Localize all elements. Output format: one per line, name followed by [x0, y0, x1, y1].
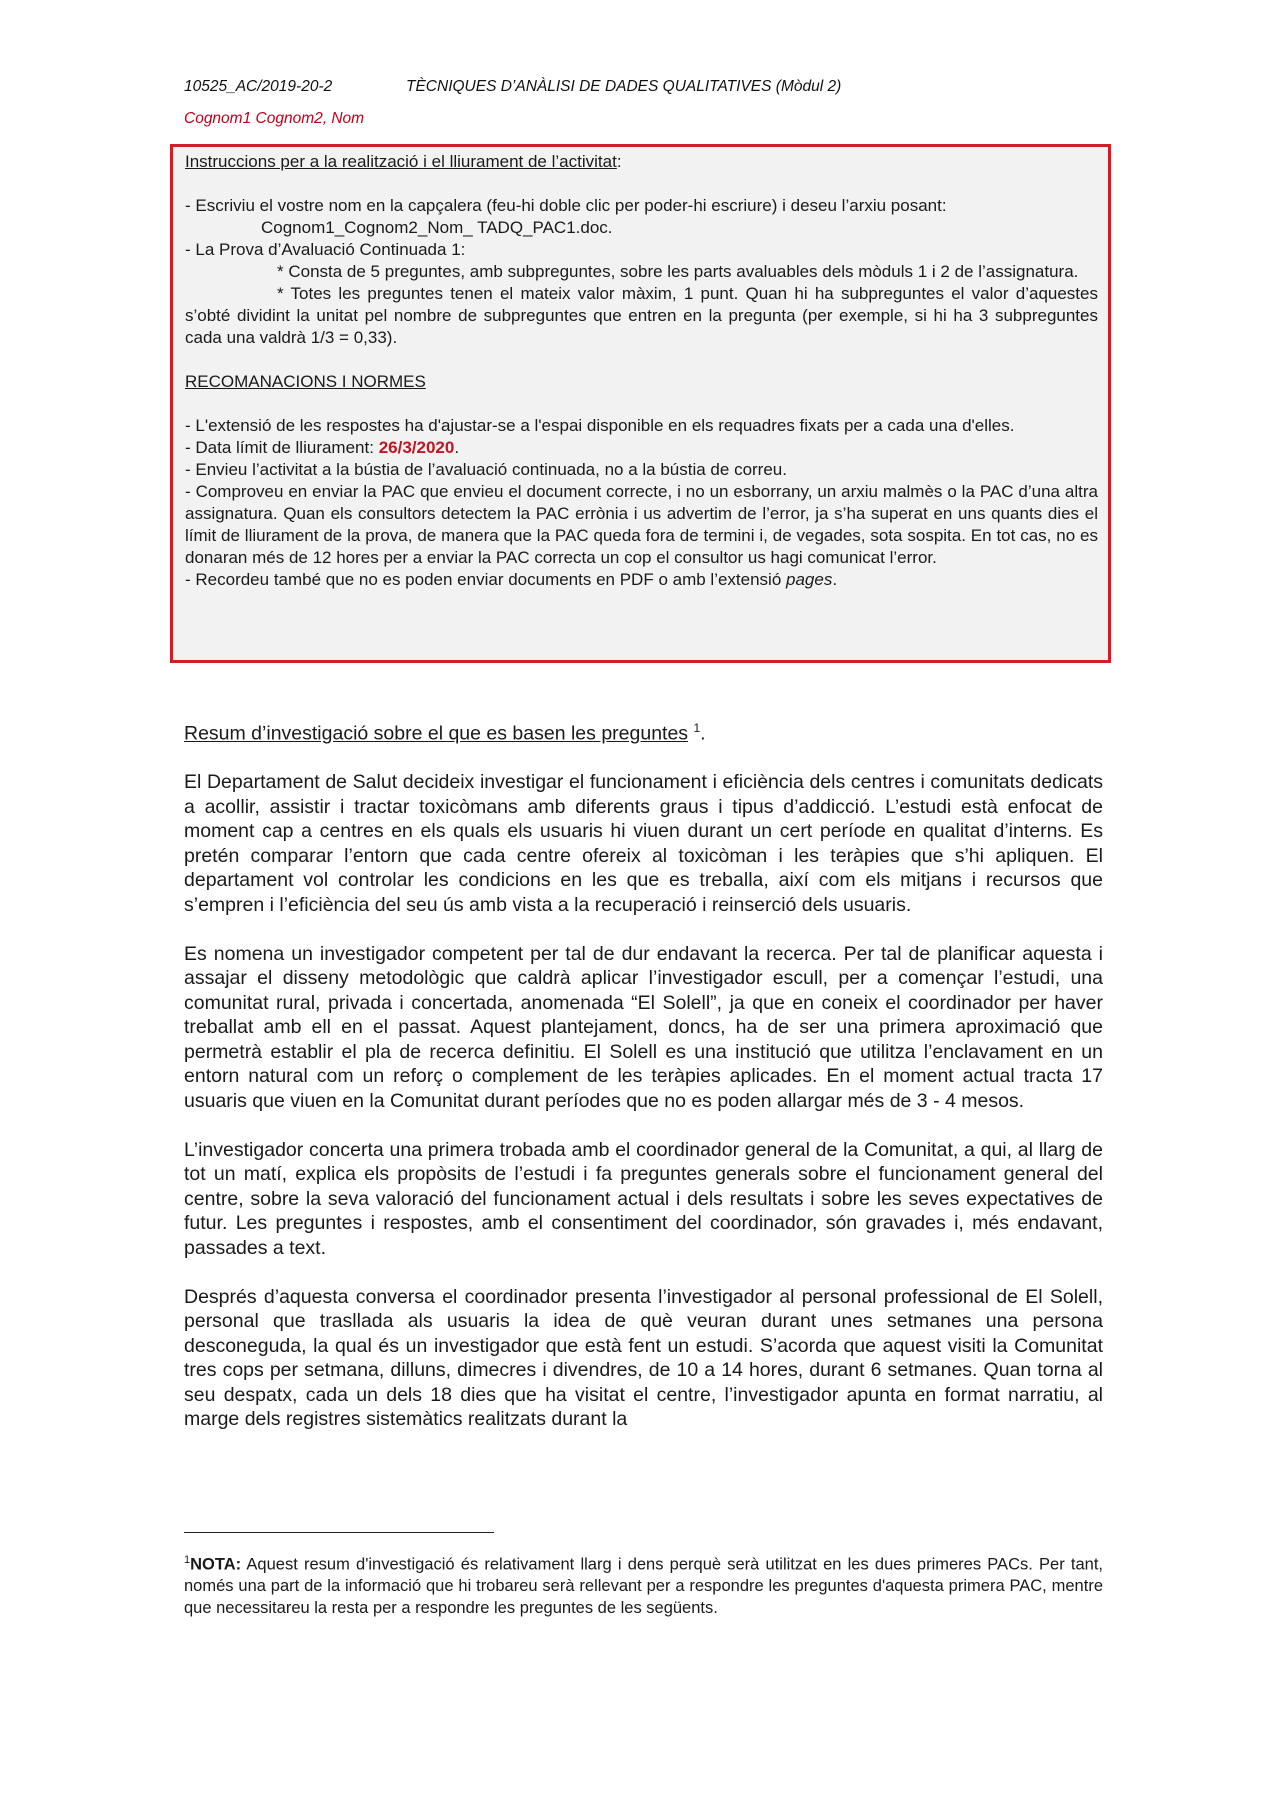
summary-title: Resum d’investigació sobre el que es basen les preguntes $^1$. — [184, 721, 706, 745]
instruction-subitem: * Totes les preguntes tenen el mateix valor màxim, 1 punt. Quan hi ha subpreguntes el valor d’aquestes s’obté dividint la unitat pel nombre de subpreguntes que entren en la pregunta (per exemple, si hi ha 3 subpreguntes cada una valdrà 1/3 = 0,33). — [185, 284, 1098, 347]
student-name[interactable]: Cognom1 Cognom2, Nom — [184, 110, 365, 127]
summary-paragraph: Es nomena un investigador competent per tal de dur endavant la recerca. Per tal de planificar aquesta i assajar el disseny metodològic que caldrà aplicar l’investigador escull, per a començar l’estudi, una comunitat rural, privada i concertada, anomenada “El Solell”, ja que en coneix el coordinador per haver treballat amb ell en el passat. Aquest plantejament, doncs, ha de ser una primera aproximació que permetrà establir el pla de recerca definitiu. El Solell es una institució que utilitza l’enclavament en un entorn natural com un reforç o complement de les teràpies aplicades. En el moment actual tracta 17 usuaris que viuen en la Comunitat durant períodes que no es poden allargar més de 3 - 4 mesos. — [184, 942, 1103, 1112]
instruction-item: - La Prova d’Avaluació Continuada 1: — [185, 240, 466, 259]
deadline-date: 26/3/2020 — [378, 438, 455, 457]
summary-paragraph: Després d’aquesta conversa el coordinador presenta l’investigador al personal professional de El Solell, personal que trasllada als usuaris la idea de què veuran durant unes setmanes una persona desconeguda, la qual és un investigador que està fent un estudi. S’acorda que aquest visiti la Comunitat tres cops per setmana, dilluns, dimecres i divendres, de 10 a 14 hores, durant 6 setmanes. Quan torna al seu despatx, cada un dels 18 dies que ha visitat el centre, l’investigador apunta en format narratiu, al marge dels registres sistemàtics realitzats durant la — [184, 1285, 1103, 1430]
instructions-heading: Instruccions per a la realització i el lliurament de l’activitat: — [185, 152, 622, 171]
instructions-box — [170, 144, 1111, 663]
summary-paragraph: L’investigador concerta una primera trobada amb el coordinador general de la Comunitat, a qui, al llarg de tot un matí, explica els propòsits de l’estudi i fa preguntes generals sobre el funcionament general del centre, sobre la seva valoració del funcionament actual i dels resultats i sobre les seves expectatives de futur. Les preguntes i respostes, amb el consentiment del coordinador, són gravades i, més endavant, passades a text. — [184, 1138, 1103, 1259]
recommendation-item: - Comproveu en enviar la PAC que envieu el document correcte, i no un esborrany, un arxiu malmès o la PAC d’una altra assignatura. Quan els consultors detectem la PAC errònia i us advertim de l’error, ja s’ha superat en uns quants dies el límit de lliurament de la prova, de manera que la PAC queda fora de termini i, de vegades, sota sospita. En tot cas, no es donaran més de 12 hores per a enviar la PAC correcta un cop el consultor us hagi comunicat l’error. — [185, 482, 1098, 567]
recommendations-heading: RECOMANACIONS I NORMES — [185, 372, 426, 391]
instruction-item: - Escriviu el vostre nom en la capçalera (feu-hi doble clic per poder-hi escriure) i deseu l’arxiu posant: — [185, 196, 947, 215]
footnote-separator — [184, 1532, 494, 1533]
footnote-ref[interactable]: 1 — [693, 721, 701, 735]
research-summary — [184, 716, 1103, 1456]
instruction-subitem: * Consta de 5 preguntes, amb subpreguntes, sobre les parts avaluables dels mòduls 1 i 2 de l’assignatura. — [277, 262, 1079, 281]
recommendation-item: - L'extensió de les respostes ha d'ajustar-se a l'espai disponible en els requadres fixats per a cada una d'elles. — [185, 416, 1015, 435]
recommendation-item: - Envieu l’activitat a la bústia de l’avaluació continuada, no a la bústia de correu. — [185, 460, 787, 479]
recommendation-item: - Recordeu també que no es poden enviar documents en PDF o amb l’extensió pages. — [185, 570, 838, 589]
footnote: $^1$NOTA: Aquest resum d'investigació és relativament llarg i dens perquè serà utilitzat en les dues primeres PACs. Per tant, només una part de la informació que hi trobareu serà rellevant per a respondre les preguntes d'aquesta primera PAC, mentre que necessitareu la resta per a respondre les preguntes de les següents. — [184, 1554, 1103, 1617]
recommendation-item: - Data límit de lliurament: 26/3/2020. — [185, 438, 460, 457]
course-title: TÈCNIQUES D’ANÀLISI DE DADES QUALITATIVES (Mòdul 2) — [406, 78, 842, 95]
course-code: 10525_AC/2019-20-2 — [184, 78, 333, 95]
summary-paragraph: El Departament de Salut decideix investigar el funcionament i eficiència dels centres i comunitats dedicats a acollir, assistir i tractar toxicòmans amb diferents graus i tipus d’addicció. L’estudi està enfocat de moment cap a centres en els quals els usuaris hi viuen durant un cert període en qualitat d’interns. Es pretén comparar l’entorn que cada centre ofereix al toxicòman i les teràpies que s’hi apliquen. El departament vol controlar les condicions en les que es treballa, així com els mitjans i recursos que s’empren i l’eficiència del seu ús amb vista a la recuperació i reinserció dels usuaris. — [184, 771, 1103, 916]
instruction-filename: Cognom1_Cognom2_Nom_ TADQ_PAC1.doc. — [261, 218, 613, 237]
